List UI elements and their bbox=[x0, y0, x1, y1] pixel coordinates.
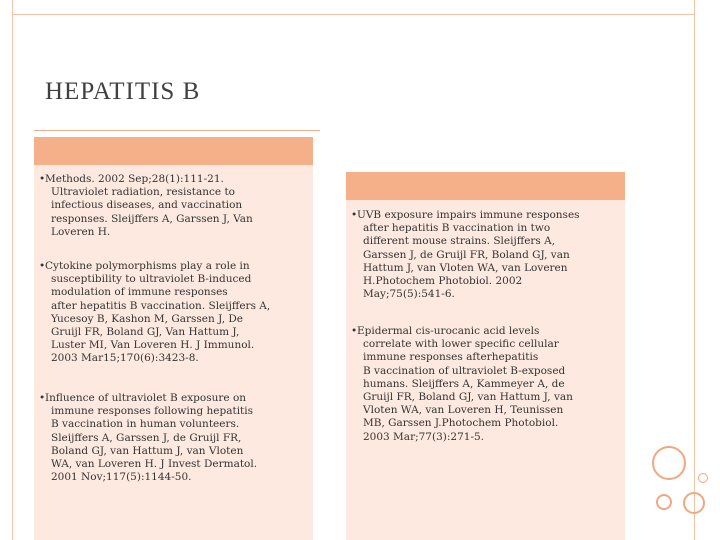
entry-line: WA, van Loveren H. J Invest Dermatol. bbox=[51, 458, 258, 471]
decorative-circle-icon bbox=[656, 494, 672, 510]
bullet-icon: • bbox=[351, 325, 358, 337]
right-panel-header-bar bbox=[346, 172, 625, 200]
bullet-icon: • bbox=[351, 209, 358, 221]
entry-line: humans. Sleijffers A, Kammeyer A, de bbox=[363, 377, 565, 390]
entry-line: Boland GJ, van Hattum J, van Vloten bbox=[51, 444, 244, 457]
reference-entry-cytokine bbox=[39, 260, 309, 366]
entry-line: 2001 Nov;117(5):1144-50. bbox=[51, 471, 192, 484]
entry-line: Loveren H. bbox=[51, 225, 111, 238]
entry-line: B vaccination in human volunteers. bbox=[51, 418, 240, 431]
reference-entry-methods-2002 bbox=[39, 173, 309, 239]
bullet-icon: • bbox=[39, 173, 46, 185]
reference-entry-uvb-mouse bbox=[351, 209, 623, 301]
slide-title: HEPATITIS B bbox=[45, 78, 201, 105]
entry-line: after hepatitis B vaccination in two bbox=[363, 222, 551, 235]
entry-line: B vaccination of ultraviolet B-exposed bbox=[363, 364, 566, 377]
slide-frame-left bbox=[12, 0, 13, 540]
entry-line: susceptibility to ultraviolet B-induced bbox=[51, 273, 252, 286]
entry-first-line: UVB exposure impairs immune responses bbox=[357, 209, 580, 221]
entry-line: modulation of immune responses bbox=[51, 286, 228, 299]
entry-line: Garssen J, de Gruijl FR, Boland GJ, van bbox=[363, 248, 570, 261]
left-panel-header-bar bbox=[34, 137, 313, 165]
entry-line: infectious diseases, and vaccination bbox=[51, 199, 243, 212]
entry-first-line: Epidermal cis-urocanic acid levels bbox=[357, 325, 540, 337]
entry-line: after hepatitis B vaccination. Sleijffers A, bbox=[51, 299, 271, 312]
slide-frame-top bbox=[12, 14, 695, 15]
entry-line: correlate with lower specific cellular bbox=[363, 338, 559, 351]
entry-line: immune responses afterhepatitis bbox=[363, 351, 539, 364]
entry-first-line: Cytokine polymorphisms play a role in bbox=[45, 260, 250, 272]
entry-line: H.Photochem Photobiol. 2002 bbox=[363, 275, 523, 288]
entry-line: responses. Sleijffers A, Garssen J, Van bbox=[51, 212, 253, 225]
entry-line: Sleijffers A, Garssen J, de Gruijl FR, bbox=[51, 431, 242, 444]
reference-entry-influence-uvb bbox=[39, 392, 309, 484]
entry-line: MB, Garssen J.Photochem Photobiol. bbox=[363, 417, 559, 430]
entry-line: May;75(5):541-6. bbox=[363, 288, 455, 301]
entry-line: Luster MI, Van Loveren H. J Immunol. bbox=[51, 339, 255, 352]
entry-line: Gruijl FR, Boland GJ, Van Hattum J, bbox=[51, 326, 240, 339]
title-underline bbox=[34, 130, 320, 131]
entry-line: 2003 Mar15;170(6):3423-8. bbox=[51, 352, 199, 365]
bullet-icon: • bbox=[39, 392, 46, 404]
entry-first-line: Methods. 2002 Sep;28(1):111-21. bbox=[45, 173, 224, 185]
entry-line: Vloten WA, van Loveren H, Teunissen bbox=[363, 404, 564, 417]
entry-line: Gruijl FR, Boland GJ, van Hattum J, van bbox=[363, 391, 573, 404]
entry-line: Ultraviolet radiation, resistance to bbox=[51, 186, 235, 199]
reference-entry-urocanic-acid bbox=[351, 325, 623, 444]
decorative-circle-icon bbox=[683, 492, 705, 514]
decorative-circle-icon bbox=[698, 473, 708, 483]
entry-line: Hattum J, van Vloten WA, van Loveren bbox=[363, 261, 568, 274]
slide-frame-right bbox=[694, 0, 695, 540]
entry-line: immune responses following hepatitis bbox=[51, 405, 254, 418]
entry-line: 2003 Mar;77(3):271-5. bbox=[363, 430, 485, 443]
entry-line: Yucesoy B, Kashon M, Garssen J, De bbox=[51, 312, 244, 325]
entry-line: different mouse strains. Sleijffers A, bbox=[363, 235, 556, 248]
bullet-icon: • bbox=[39, 260, 46, 272]
entry-first-line: Influence of ultraviolet B exposure on bbox=[45, 392, 247, 404]
decorative-circle-icon bbox=[652, 446, 686, 480]
